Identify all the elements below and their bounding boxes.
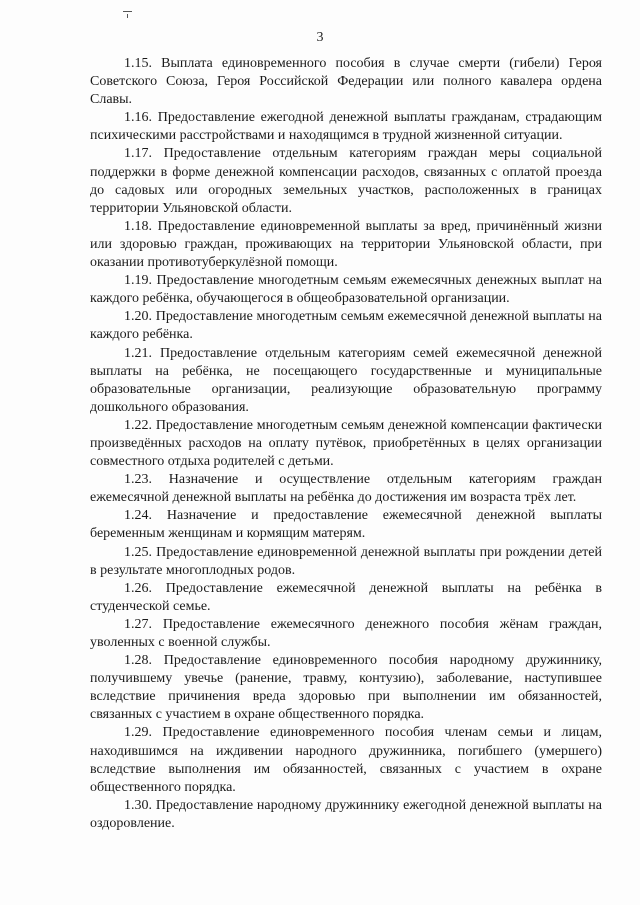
page-number: 3 bbox=[316, 30, 324, 45]
paragraph-item bbox=[90, 145, 602, 217]
paragraph-text: Предоставление народному дружиннику ежегодной денежной выплаты на оздоровление. bbox=[90, 797, 603, 831]
paragraph-item bbox=[90, 417, 602, 471]
paragraph-number: 1.24. bbox=[124, 508, 152, 524]
paragraph-item bbox=[90, 345, 602, 417]
paragraph-text: Назначение и осуществление отдельным категориям граждан ежемесячной денежной выплаты на ребёнка до достижения им возраста трёх лет. bbox=[90, 472, 603, 506]
paragraph-text: Предоставление многодетным семьям ежемесячных денежных выплат на каждого ребёнка, обучающегося в общеобразовательной организации. bbox=[90, 273, 602, 307]
paragraph-number: 1.16. bbox=[124, 110, 152, 126]
paragraph-text: Предоставление многодетным семьям денежной компенсации фактически произведённых расходов на оплату путёвок, приобретённых в целях организации совместного отдыха родителей с детьми. bbox=[90, 417, 602, 470]
paragraph-item bbox=[90, 308, 602, 344]
paragraph-item bbox=[90, 544, 602, 580]
paragraph-number: 1.21. bbox=[124, 345, 152, 361]
paragraph-text: Предоставление ежемесячного денежного пособия жёнам граждан, уволенных с военной службы. bbox=[90, 616, 603, 650]
paragraph-number: 1.23. bbox=[124, 472, 152, 488]
paragraph-number: 1.26. bbox=[124, 580, 152, 596]
paragraph-item bbox=[90, 109, 602, 145]
paragraph-number: 1.22. bbox=[124, 417, 152, 433]
paragraph-text: Назначение и предоставление ежемесячной денежной выплаты беременным женщинам и кормящим матерям. bbox=[90, 508, 602, 542]
paragraph-number: 1.20. bbox=[124, 309, 152, 325]
paragraph-number: 1.15. bbox=[124, 56, 152, 71]
paragraph-text: Предоставление отдельным категориям семей ежемесячной денежной выплаты на ребёнка, не посещающего государственные и муниципальные образовательные организации, реализующие образовательную программу дошкольного образования. bbox=[90, 345, 602, 415]
paragraph-number: 1.17. bbox=[124, 146, 152, 162]
paragraph-number: 1.29. bbox=[124, 725, 152, 741]
paragraph-item bbox=[90, 55, 602, 109]
paragraph-item bbox=[90, 797, 602, 833]
paragraph-text: Предоставление единовременного пособия народному дружиннику, получившему увечье (ранение, травму, контузию), заболевание, наступившее вследствие причинения вреда здоровью при выполнении им обязанностей, связанных с участием в охране общественного порядка. bbox=[90, 653, 602, 723]
scan-mark bbox=[123, 11, 132, 12]
paragraph-item bbox=[90, 272, 602, 308]
paragraph-item bbox=[90, 580, 602, 616]
document-body bbox=[90, 55, 602, 833]
paragraph-text: Предоставление единовременного пособия членам семьи и лицам, находившимся на иждивении народного дружинника, погибшего (умершего) вследствие выполнения им обязанностей, связанных с участием в охране общественного порядка. bbox=[90, 725, 602, 795]
paragraph-text: Предоставление многодетным семьям ежемесячной денежной выплаты на каждого ребёнка. bbox=[90, 309, 602, 343]
paragraph-number: 1.19. bbox=[124, 273, 152, 289]
paragraph-number: 1.18. bbox=[124, 218, 152, 234]
paragraph-item bbox=[90, 652, 602, 724]
paragraph-number: 1.25. bbox=[124, 544, 152, 560]
paragraph-number: 1.28. bbox=[124, 653, 152, 669]
paragraph-text: Предоставление единовременной выплаты за вред, причинённый жизни или здоровью граждан, проживающих на территории Ульяновской области, при оказании противотуберкулёзной помощи. bbox=[90, 218, 603, 271]
paragraph-number: 1.30. bbox=[124, 797, 152, 813]
paragraph-text: Предоставление ежегодной денежной выплаты гражданам, страдающим психическими расстройствами и находящимся в трудной жизненной ситуации. bbox=[90, 110, 602, 144]
paragraph-item bbox=[90, 218, 602, 272]
scan-mark bbox=[127, 14, 128, 18]
paragraph-item bbox=[90, 507, 602, 543]
paragraph-number: 1.27. bbox=[124, 616, 152, 632]
paragraph-item bbox=[90, 724, 602, 796]
paragraph-text: Предоставление отдельным категориям граждан меры социальной поддержки в форме денежной компенсации расходов, связанных с оплатой проезда до садовых или огородных земельных участков, расположенных в границах территории Ульяновской области. bbox=[90, 146, 602, 216]
paragraph-item bbox=[90, 616, 602, 652]
paragraph-text: Предоставление ежемесячной денежной выплаты на ребёнка в студенческой семье. bbox=[90, 580, 603, 614]
paragraph-text: Выплата единовременного пособия в случае смерти (гибели) Героя Советского Союза, Героя Российской Федерации или полного кавалера ордена Славы. bbox=[90, 56, 603, 108]
paragraph-text: Предоставление единовременной денежной выплаты при рождении детей в результате многоплодных родов. bbox=[90, 544, 602, 578]
paragraph-item bbox=[90, 471, 602, 507]
